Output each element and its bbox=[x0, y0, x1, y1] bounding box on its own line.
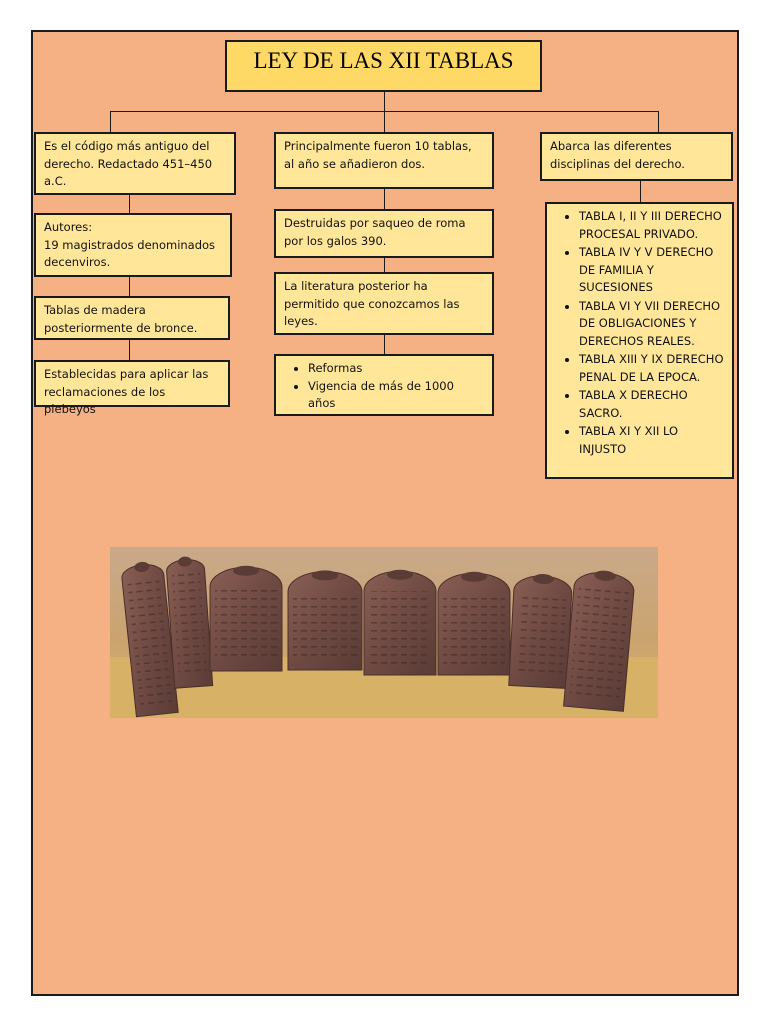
left-box-authors bbox=[34, 213, 232, 277]
stone-tablet bbox=[364, 570, 436, 675]
middle-box-reforms bbox=[274, 354, 494, 416]
authors-text: 19 magistrados denominados decenviros. bbox=[44, 237, 216, 269]
stone-tablets-image bbox=[110, 547, 658, 718]
list-item: • TABLA VI Y VII DERECHO DE OBLIGACIONES Y DERECHOS REALES. bbox=[579, 298, 726, 351]
list-item: • TABLA IV Y V DERECHO DE FAMILIA Y SUCESIONES bbox=[579, 244, 726, 297]
left-box-origin bbox=[34, 132, 236, 195]
stone-tablet bbox=[288, 570, 362, 670]
list-item: • Vigencia de más de 1000 años bbox=[308, 378, 484, 413]
connector-line bbox=[384, 92, 385, 111]
list-item: • TABLA XI Y XII LO INJUSTO bbox=[579, 423, 726, 458]
left-box-purpose bbox=[34, 360, 230, 416]
connector-line bbox=[658, 111, 659, 132]
left-box-origin-text: Es el código más antiguo del derecho. Redactado 451–450 a.C. bbox=[44, 139, 213, 188]
left-box-material bbox=[34, 296, 230, 340]
list-item: • TABLA X DERECHO SACRO. bbox=[579, 387, 726, 422]
tablets-illustration bbox=[110, 547, 658, 718]
middle-box-literature-text: La literatura posterior ha permitido que conozcamos las leyes. bbox=[284, 279, 460, 328]
middle-box-destroyed bbox=[274, 209, 494, 258]
tables-list bbox=[553, 208, 726, 458]
connector-line bbox=[129, 277, 130, 296]
connector-line bbox=[384, 258, 385, 272]
connector-line bbox=[110, 111, 111, 132]
right-box-disciplines-text: Abarca las diferentes disciplinas del derecho. bbox=[550, 139, 685, 171]
left-box-purpose-text: Establecidas para aplicar las reclamaciones de los plebeyos bbox=[44, 367, 209, 416]
stone-tablet bbox=[564, 568, 636, 711]
connector-line bbox=[384, 189, 385, 209]
middle-box-destroyed-text: Destruidas por saqueo de roma por los galos 390. bbox=[284, 216, 466, 248]
right-box-disciplines bbox=[540, 132, 733, 181]
connector-line bbox=[129, 195, 130, 213]
connector-line bbox=[640, 181, 641, 202]
list-item: • TABLA XIII Y IX DERECHO PENAL DE LA EPOCA. bbox=[579, 351, 726, 386]
stone-tablet bbox=[438, 572, 510, 675]
list-item: • Reformas bbox=[308, 360, 484, 378]
stone-tablet bbox=[210, 566, 282, 671]
connector-line bbox=[384, 335, 385, 354]
reforms-list bbox=[284, 360, 484, 413]
middle-box-tables bbox=[274, 132, 494, 189]
connector-line bbox=[384, 111, 385, 132]
list-item: • TABLA I, II Y III DERECHO PROCESAL PRIVADO. bbox=[579, 208, 726, 243]
authors-label: Autores: bbox=[44, 220, 93, 234]
page-title: LEY DE LAS XII TABLAS bbox=[225, 40, 542, 92]
middle-box-literature bbox=[274, 272, 494, 335]
stone-tablet bbox=[509, 573, 573, 689]
right-box-tables-list bbox=[545, 202, 734, 479]
connector-line bbox=[129, 340, 130, 360]
left-box-material-text: Tablas de madera posteriormente de bronce. bbox=[44, 303, 198, 335]
middle-box-tables-text: Principalmente fueron 10 tablas, al año se añadieron dos. bbox=[284, 139, 472, 171]
